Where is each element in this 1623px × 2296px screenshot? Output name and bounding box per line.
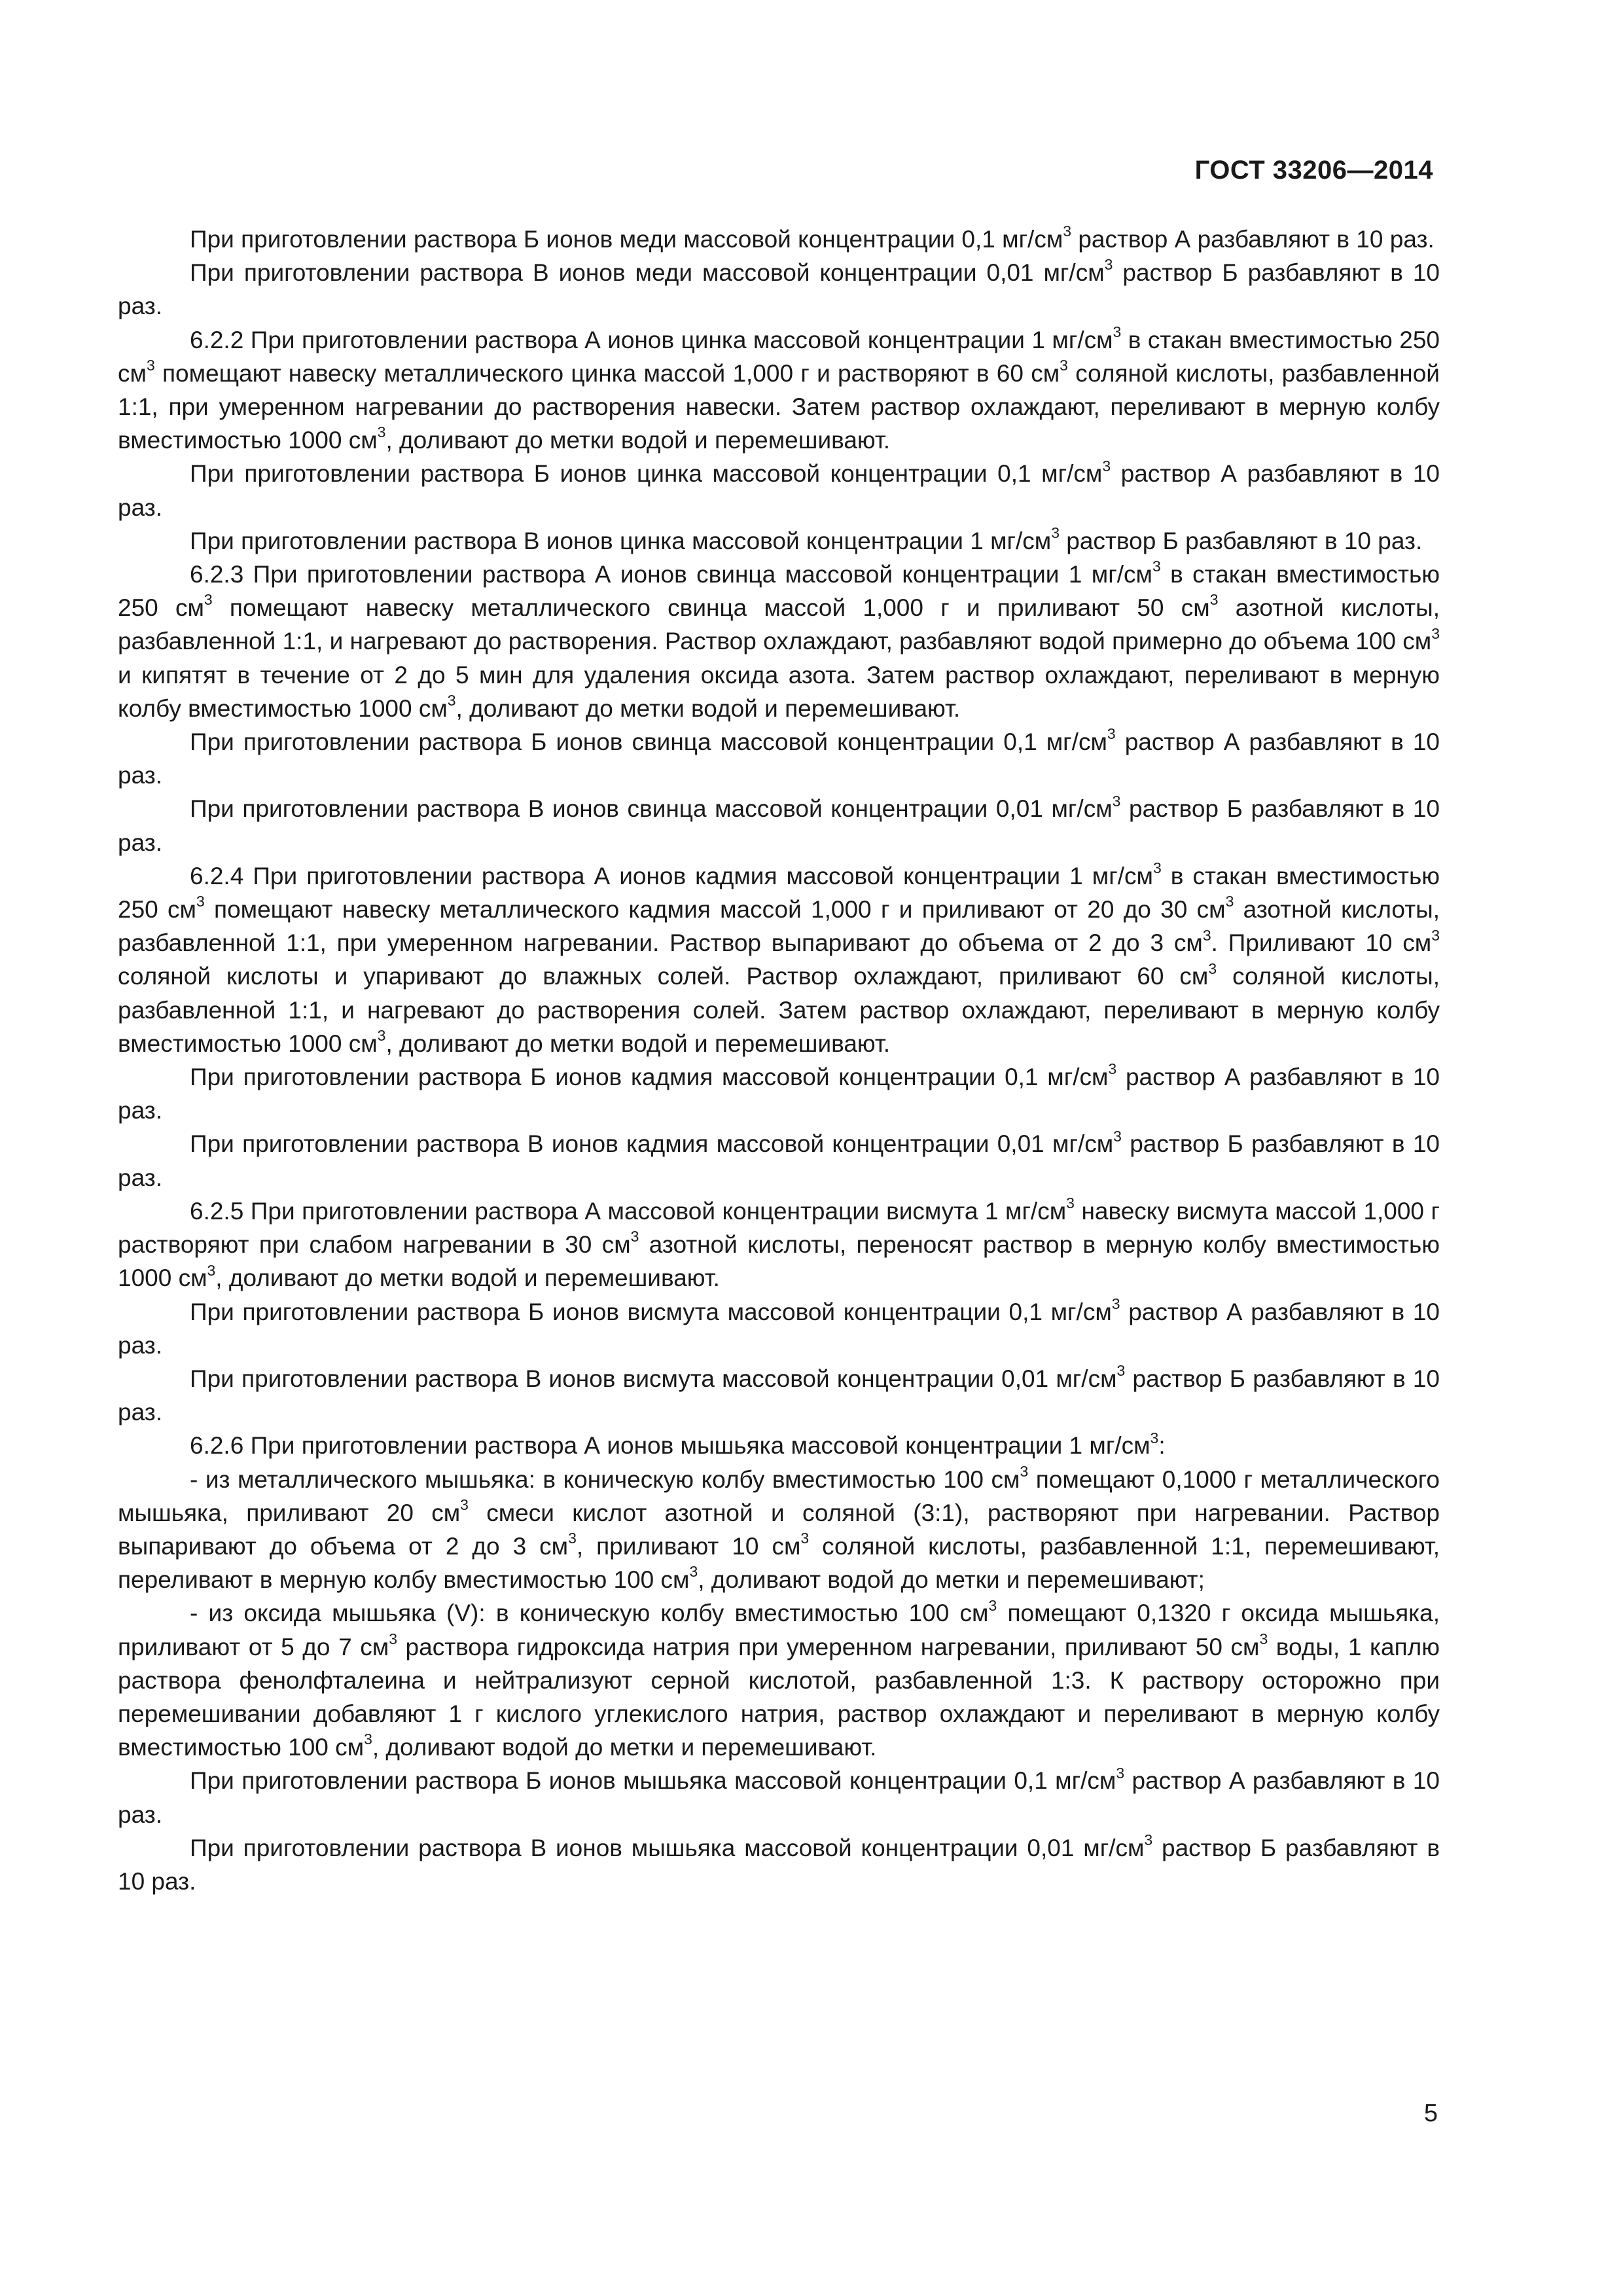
paragraph: 6.2.6 При приготовлении раствора А ионов мышьяка массовой концентрации 1 $мг/см^3$:: [190, 1429, 1166, 1460]
paragraph: При приготовлении раствора Б ионов меди массовой концентрации 0,1 $мг/см^3$ раствор А разбавляют в 10 раз.: [190, 223, 1435, 253]
paragraph: При приготовлении раствора В ионов мышьяка массовой концентрации 0,01 $мг/см^3$ раствор Б разбавляют в 10 раз.: [118, 1831, 1440, 1895]
page-number: 5: [1423, 2100, 1438, 2127]
paragraph: При приготовлении раствора В ионов висмута массовой концентрации 0,01 $мг/см^3$ раствор Б разбавляют в 10 раз.: [118, 1362, 1440, 1426]
paragraph: При приготовлении раствора Б ионов свинца массовой концентрации 0,1 $мг/см^3$ раствор А разбавляют в 10 раз.: [118, 725, 1440, 789]
paragraph: - из оксида мышьяка (V): в коническую колбу вместимостью 100 $см^3$ помещают 0,1320 г оксида мышьяка, приливают от 5 до 7 $см^3$ раствора гидроксида натрия при умеренном нагревании, приливают 50 $см^3$ воды, 1 каплю раствора фенолфталеина и нейтрализуют серной кислотой, разбавленной 1:3. К раствору осторожно при перемешивании добавляют 1 г кислого углекислого натрия, раствор охлаждают и переливают в мерную колбу вместимостью 100 $см^3$, доливают водой до метки и перемешивают.: [118, 1596, 1440, 1761]
paragraph: При приготовлении раствора В ионов свинца массовой концентрации 0,01 $мг/см^3$ раствор Б разбавляют в 10 раз.: [118, 792, 1440, 856]
paragraph: - из металлического мышьяка: в коническую колбу вместимостью 100 $см^3$ помещают 0,1000 г металлического мышьяка, приливают 20 $см^3$ смеси кислот азотной и соляной (3:1), растворяют при нагревании. Раствор выпаривают до объема от 2 до 3 $см^3$, приливают 10 $см^3$ соляной кислоты, разбавленной 1:1, перемешивают, переливают в мерную колбу вместимостью 100 $см^3$, доливают водой до метки и перемешивают;: [118, 1462, 1440, 1594]
document-code: ГОСТ 33206—2014: [1194, 156, 1433, 185]
paragraph: При приготовлении раствора В ионов цинка массовой концентрации 1 $мг/см^3$ раствор Б разбавляют в 10 раз.: [190, 524, 1423, 554]
paragraph: При приготовлении раствора Б ионов мышьяка массовой концентрации 0,1 $мг/см^3$ раствор А разбавляют в 10 раз.: [118, 1764, 1440, 1828]
paragraph: При приготовлении раствора Б ионов висмута массовой концентрации 0,1 $мг/см^3$ раствор А разбавляют в 10 раз.: [118, 1295, 1440, 1359]
paragraph: 6.2.5 При приготовлении раствора А массовой концентрации висмута 1 $мг/см^3$ навеску висмута массой 1,000 г растворяют при слабом нагревании в 30 $см^3$ азотной кислоты, переносят раствор в мерную колбу вместимостью 1000 $см^3$, доливают до метки водой и перемешивают.: [118, 1194, 1440, 1292]
paragraph: При приготовлении раствора В ионов кадмия массовой концентрации 0,01 $мг/см^3$ раствор Б разбавляют в 10 раз.: [118, 1127, 1440, 1191]
paragraph: При приготовлении раствора Б ионов цинка массовой концентрации 0,1 $мг/см^3$ раствор А разбавляют в 10 раз.: [118, 457, 1440, 521]
paragraph: При приготовлении раствора В ионов меди массовой концентрации 0,01 $мг/см^3$ раствор Б разбавляют в 10 раз.: [118, 256, 1440, 320]
paragraph: При приготовлении раствора Б ионов кадмия массовой концентрации 0,1 $мг/см^3$ раствор А разбавляют в 10 раз.: [118, 1060, 1440, 1124]
paragraph: 6.2.2 При приготовлении раствора А ионов цинка массовой концентрации 1 $мг/см^3$ в стакан вместимостью 250 $см^3$ помещают навеску металлического цинка массой 1,000 г и растворяют в 60 $см^3$ соляной кислоты, разбавленной 1:1, при умеренном нагревании до растворения навески. Затем раствор охлаждают, переливают в мерную колбу вместимостью 1000 $см^3$, доливают до метки водой и перемешивают.: [118, 323, 1440, 454]
body-text: [118, 223, 1440, 1898]
paragraph: 6.2.4 При приготовлении раствора А ионов кадмия массовой концентрации 1 $мг/см^3$ в стакан вместимостью 250 $см^3$ помещают навеску металлического кадмия массой 1,000 г и приливают от 20 до 30 $см^3$ азотной кислоты, разбавленной 1:1, при умеренном нагревании. Раствор выпаривают до объема от 2 до 3 $см^3$. Приливают 10 $см^3$ соляной кислоты и упаривают до влажных солей. Раствор охлаждают, приливают 60 $см^3$ соляной кислоты, разбавленной 1:1, и нагревают до растворения солей. Затем раствор охлаждают, переливают в мерную колбу вместимостью 1000 $см^3$, доливают до метки водой и перемешивают.: [118, 859, 1440, 1057]
paragraph: 6.2.3 При приготовлении раствора А ионов свинца массовой концентрации 1 $мг/см^3$ в стакан вместимостью 250 $см^3$ помещают навеску металлического свинца массой 1,000 г и приливают 50 $см^3$ азотной кислоты, разбавленной 1:1, и нагревают до растворения. Раствор охлаждают, разбавляют водой примерно до объема 100 $см^3$ и кипятят в течение от 2 до 5 мин для удаления оксида азота. Затем раствор охлаждают, переливают в мерную колбу вместимостью 1000 $см^3$, доливают до метки водой и перемешивают.: [118, 558, 1440, 722]
